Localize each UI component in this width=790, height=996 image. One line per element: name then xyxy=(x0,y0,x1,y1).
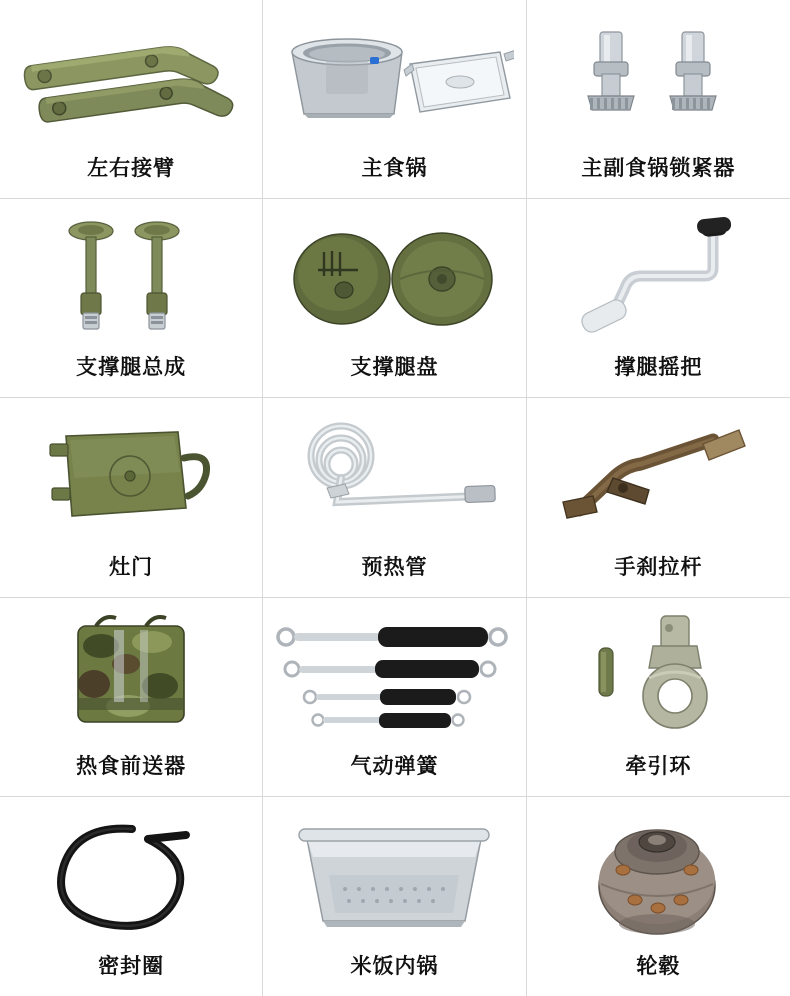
gallery-cell-support-leg-assembly[interactable] xyxy=(0,199,263,398)
rice-inner-pot-icon xyxy=(263,797,525,953)
towing-eye-icon xyxy=(527,598,790,753)
handbrake-lever-icon xyxy=(527,398,790,553)
wheel-hub-icon xyxy=(527,797,790,953)
part-caption: 密封圈 xyxy=(98,954,165,978)
support-leg-disc-icon xyxy=(263,199,525,354)
part-caption: 热食前送器 xyxy=(76,754,187,778)
gallery-cell-gas-springs[interactable] xyxy=(263,598,526,797)
stove-door-icon xyxy=(0,398,262,553)
part-caption: 米饭内锅 xyxy=(350,954,439,978)
part-caption: 主食锅 xyxy=(361,157,428,181)
crank-handle-icon xyxy=(527,199,790,354)
part-caption: 灶门 xyxy=(109,555,154,579)
gallery-cell-left-right-connecting-arms[interactable] xyxy=(0,0,263,199)
gallery-cell-hot-food-forward-carrier[interactable] xyxy=(0,598,263,797)
camouflage-food-carrier-icon xyxy=(0,598,262,753)
gallery-cell-rice-inner-pot[interactable] xyxy=(263,797,526,996)
gallery-cell-support-leg-plate[interactable] xyxy=(263,199,526,398)
part-caption: 预热管 xyxy=(361,555,428,579)
part-caption: 支撑腿盘 xyxy=(350,356,439,380)
gallery-cell-wheel-hub[interactable] xyxy=(527,797,790,996)
steel-pot-with-lid-icon xyxy=(263,0,525,155)
rubber-sealing-ring-icon xyxy=(0,797,262,953)
gas-spring-icon xyxy=(263,598,525,753)
preheat-coil-pipe-icon xyxy=(263,398,525,553)
part-caption: 手刹拉杆 xyxy=(614,555,703,579)
part-caption: 轮毂 xyxy=(636,954,681,978)
part-caption: 气动弹簧 xyxy=(350,754,439,778)
support-leg-assembly-icon xyxy=(0,199,262,354)
gallery-cell-main-aux-pot-locker[interactable] xyxy=(527,0,790,199)
gallery-cell-sealing-ring[interactable] xyxy=(0,797,263,996)
gallery-cell-stove-door[interactable] xyxy=(0,398,263,597)
part-caption: 撑腿摇把 xyxy=(614,356,703,380)
part-caption: 主副食锅锁紧器 xyxy=(581,157,736,181)
part-caption: 支撑腿总成 xyxy=(76,356,187,380)
pot-locking-clamp-icon xyxy=(527,0,790,155)
part-caption: 左右接臂 xyxy=(87,157,176,181)
gallery-cell-leg-crank-handle[interactable] xyxy=(527,199,790,398)
part-caption: 牵引环 xyxy=(625,754,692,778)
gallery-cell-handbrake-lever[interactable] xyxy=(527,398,790,597)
gallery-cell-main-food-pot[interactable] xyxy=(263,0,526,199)
gallery-cell-towing-eye[interactable] xyxy=(527,598,790,797)
gallery-cell-preheating-pipe[interactable] xyxy=(263,398,526,597)
connecting-arms-icon xyxy=(0,0,262,155)
